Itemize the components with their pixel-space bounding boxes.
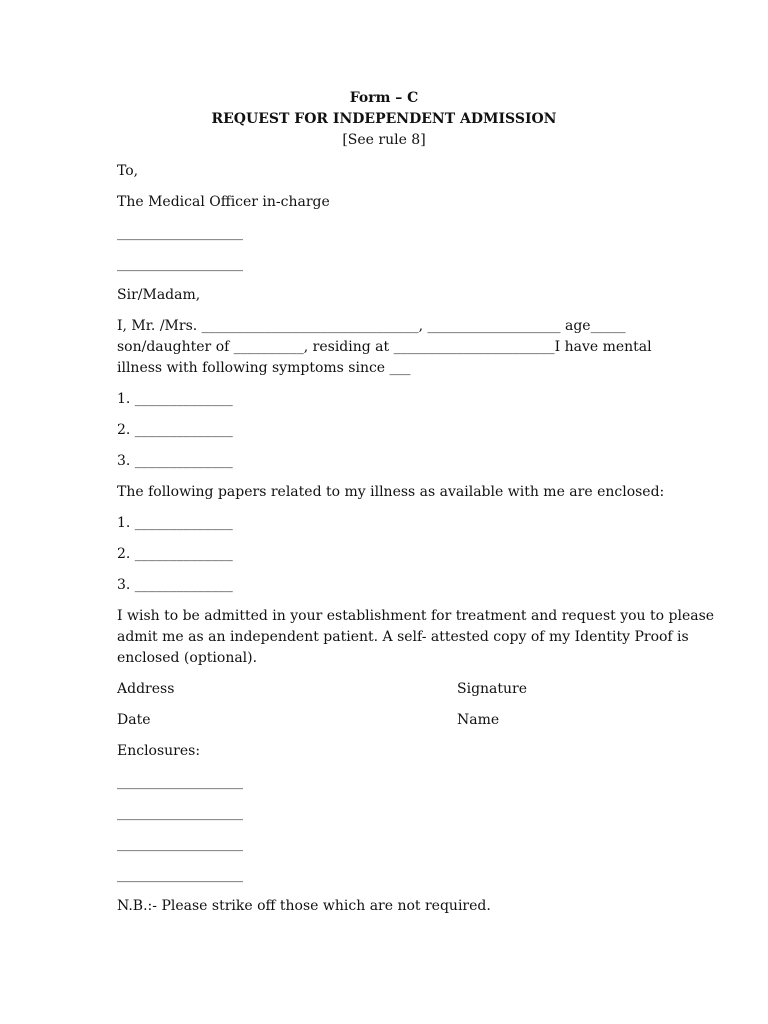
paper-item: 3. ______________ [117,577,233,593]
intro-line-3: illness with following symptoms since ___ [117,360,411,376]
papers-heading: The following papers related to my illness as available with me are enclosed: [117,484,665,500]
enclosure-blank: __________________ [117,805,243,821]
symptom-item: 3. ______________ [117,453,233,469]
paper-item: 2. ______________ [117,546,233,562]
enclosure-blank: __________________ [117,836,243,852]
enclosure-blank: __________________ [117,774,243,790]
signature-field-label: Signature [457,681,528,697]
request-line-1: I wish to be admitted in your establishment for treatment and request you to please [117,608,715,624]
footnote: N.B.:- Please strike off those which are not required. [117,898,491,914]
name-field-label: Name [457,712,500,728]
address-blank-1: __________________ [117,225,243,241]
date-field-label: Date [117,712,151,728]
symptom-item: 2. ______________ [117,422,233,438]
to-line: To, [117,163,139,179]
request-line-2: admit me as an independent patient. A self- attested copy of my Identity Proof is [117,629,689,645]
form-title: REQUEST FOR INDEPENDENT ADMISSION [211,111,557,127]
rule-reference: [See rule 8] [342,132,426,148]
officer-line: The Medical Officer in-charge [117,194,330,210]
intro-line-2: son/daughter of __________, residing at _______________________I have mental [117,339,652,355]
form-label: Form – C [349,90,419,106]
request-line-3: enclosed (optional). [117,650,258,666]
enclosure-blank: __________________ [117,867,243,883]
address-blank-2: __________________ [117,256,243,272]
symptom-item: 1. ______________ [117,391,233,407]
paper-item: 1. ______________ [117,515,233,531]
address-field-label: Address [117,681,175,697]
salutation: Sir/Madam, [117,287,201,303]
intro-line-1: I, Mr. /Mrs. _______________________________, ___________________ age_____ [117,318,626,334]
enclosures-label: Enclosures: [117,743,201,759]
